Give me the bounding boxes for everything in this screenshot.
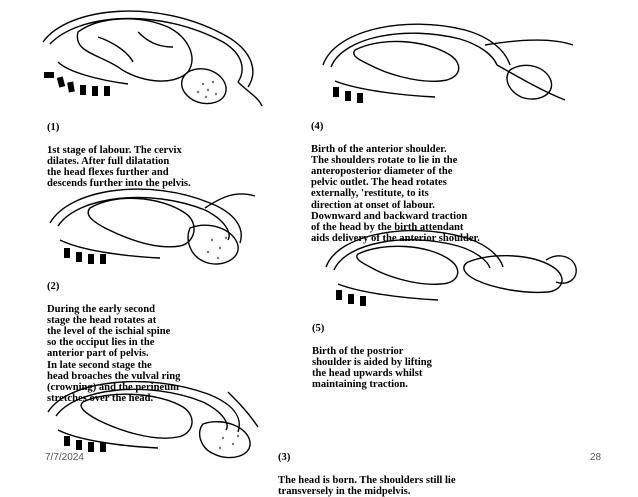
stage-2-drawing bbox=[40, 178, 260, 273]
stage-5-number: (5) bbox=[312, 323, 325, 335]
illustration-stage-2 bbox=[40, 178, 260, 273]
illustration-stage-1 bbox=[38, 2, 263, 110]
stage-5-text: Birth of the postrior shoulder is aided by lifting the head upwards whilst maintaining traction. bbox=[312, 345, 432, 391]
stage-3-text: The head is born. The shoulders still lie transversely in the midpelvis. bbox=[278, 474, 456, 497]
caption-stage-1 bbox=[47, 111, 191, 189]
illustration-stage-4 bbox=[315, 15, 575, 110]
caption-stage-4 bbox=[311, 110, 480, 244]
stage-4-number: (4) bbox=[311, 121, 324, 133]
slide-page-number: 28 bbox=[590, 452, 602, 463]
caption-stage-5 bbox=[312, 312, 432, 390]
caption-stage-3 bbox=[278, 441, 456, 497]
stage-2-number: (2) bbox=[47, 281, 60, 293]
stage-4-drawing bbox=[315, 15, 575, 110]
stage-3-number: (3) bbox=[278, 452, 291, 464]
slide-date: 7/7/2024 bbox=[45, 452, 84, 463]
caption-stage-2 bbox=[47, 270, 180, 404]
stage-1-text: 1st stage of labour. The cervix dilates. After full dilatation the head flexes further and descends further into the pelvis. bbox=[47, 144, 191, 190]
stage-1-number: (1) bbox=[47, 122, 60, 134]
stage-2-text: During the early second stage the head rotates at the level of the ischial spine so the occiput lies in the anterior part of pelvis. In late second stage the head broaches the vulval ring (crowning) and the perineum stretches over the head. bbox=[47, 303, 181, 405]
stage-4-text: Birth of the anterior shoulder. The shoulders rotate to lie in the anteroposterior diameter of the pelvic outlet. The head rotates externally, 'restitute, to its direction at onset of labour. Downward and backward traction of the head by the birth attendant aids delivery of the anterior shoulder. bbox=[311, 143, 480, 245]
stage-1-drawing bbox=[38, 2, 263, 110]
